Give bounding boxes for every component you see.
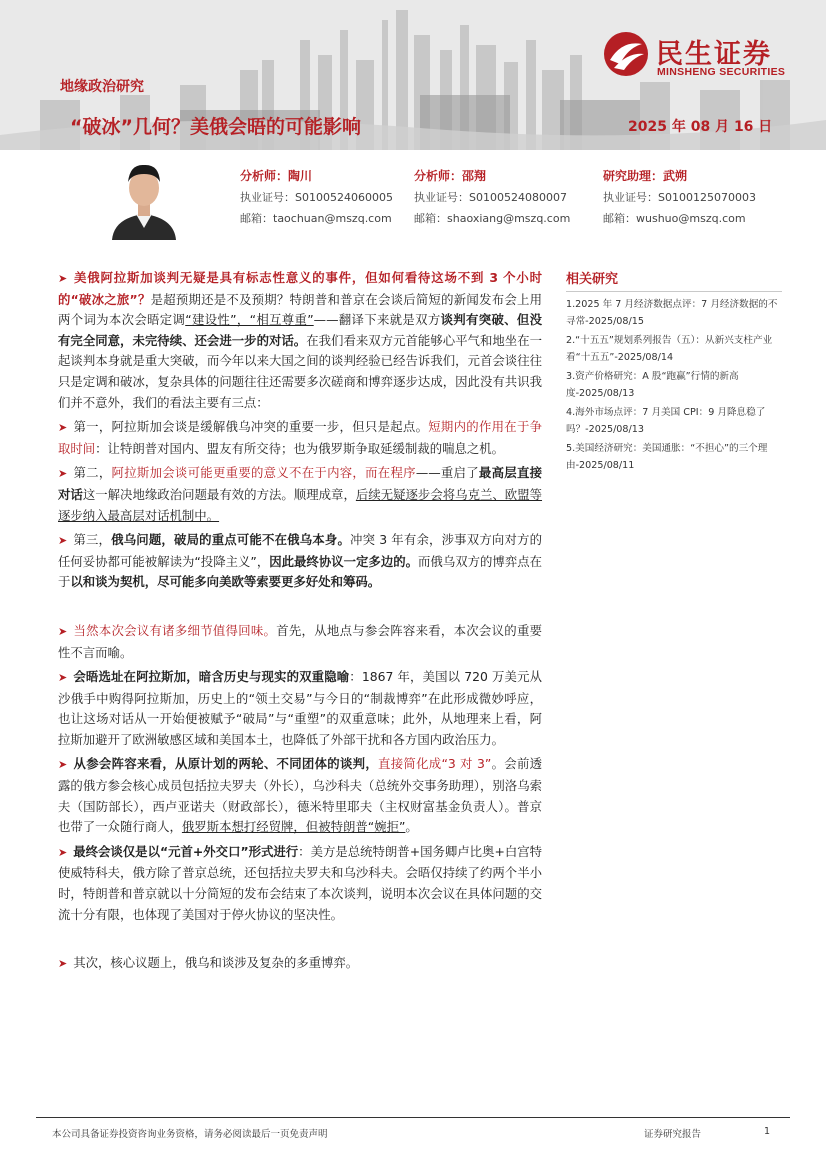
page-number: 1 bbox=[764, 1126, 771, 1137]
report-date: 2025 年 08 月 16 日 bbox=[628, 119, 773, 135]
email-label: 邮箱： bbox=[414, 212, 447, 225]
logo-english-text: MINSHENG SECURITIES bbox=[657, 66, 786, 78]
footer-disclaimer: 本公司具备证券投资咨询业务资格，请务必阅读最后一页免责声明 bbox=[52, 1129, 328, 1140]
cert-label: 执业证号： bbox=[240, 191, 295, 204]
paragraph-details-intro: ➤ 当然本次会议有诸多细节值得回味。首先，从地点与参会阵容来看，本次会议的重要性不言而喻。 bbox=[58, 622, 543, 660]
analyst-email[interactable]: shaoxiang@mszq.com bbox=[447, 212, 571, 225]
analyst-role: 分析师： bbox=[240, 169, 289, 183]
related-research-panel bbox=[566, 268, 782, 476]
email-label: 邮箱： bbox=[240, 212, 273, 225]
report-category: 地缘政治研究 bbox=[60, 79, 144, 95]
cert-label: 执业证号： bbox=[603, 191, 658, 204]
paragraph-point-1: ➤ 第一，阿拉斯加会谈是缓解俄乌冲突的重要一步，但只是起点。短期内的作用在于争取时间：让特朗普对国内、盟友有所交待；也为俄罗斯争取延缓制裁的喘息之机。 bbox=[58, 419, 543, 456]
related-research-item[interactable]: 4.海外市场点评：7 月美国 CPI：9 月降息稳了吗？-2025/08/13 bbox=[566, 407, 766, 435]
analyst-role: 研究助理： bbox=[603, 169, 664, 183]
bullet-arrow-icon: ➤ bbox=[58, 467, 68, 481]
email-label: 邮箱： bbox=[603, 212, 636, 225]
bullet-arrow-icon: ➤ bbox=[58, 758, 68, 772]
footer-divider bbox=[36, 1117, 790, 1118]
paragraph-format: ➤ 最终会谈仅是以“元首+外交口”形式进行：美方是总统特朗普+国务卿卢比奥+白宫特使威特科夫，俄方除了普京总统，还包括拉夫罗夫和乌沙科夫。会晤仅持续了约两个半小时，特朗普和普京就以十分简短的发布会结束了本次谈判，说明本次会议在具体问题的交流十分有限，也体现了美国对于停火协议的坚决性。 bbox=[58, 843, 542, 922]
analyst-block-2 bbox=[414, 166, 570, 229]
footer-report-type: 证券研究报告 bbox=[644, 1129, 702, 1140]
related-research-item[interactable]: 5.美国经济研究：美国通胀：“不担心”的三个理由-2025/08/11 bbox=[566, 443, 768, 471]
cert-number: S0100524080007 bbox=[469, 191, 567, 204]
analyst-name: 武朔 bbox=[663, 169, 688, 183]
analyst-email[interactable]: wushuo@mszq.com bbox=[636, 212, 746, 225]
analyst-name: 陶川 bbox=[288, 169, 313, 183]
paragraph-core-issues: ➤ 其次，核心议题上，俄乌和谈涉及复杂的多重博弈。 bbox=[58, 955, 359, 971]
bullet-arrow-icon: ➤ bbox=[58, 845, 68, 859]
analyst-photo bbox=[104, 152, 184, 240]
header-banner bbox=[0, 0, 826, 150]
analyst-block-3 bbox=[603, 166, 756, 229]
paragraph-summary: ➤ 美俄阿拉斯加谈判无疑是具有标志性意义的事件，但如何看待这场不到 3 个小时的“破冰之旅”？是超预期还是不及预期？特朗普和普京在会谈后简短的新闻发布会上用两个词为本次会晤定调“建设性”，“相互尊重”——翻译下来就是双方谈判有突破、但没有完全同意，未完待续、还会进一步的对话。在我们看来双方元首能够心平气和地坐在一起谈判本身就是重大突破，而今年以来大国之间的谈判经验已经告诉我们，元首会谈往往只是定调和破冰，复杂具体的问题往往还需要多次磋商和博弈逐步达成，因此没有共识我们并不意外，我们的看法主要有三点： bbox=[58, 270, 543, 410]
related-research-title: 相关研究 bbox=[566, 268, 782, 292]
analyst-role: 分析师： bbox=[414, 169, 463, 183]
paragraph-delegation: ➤ 从参会阵容来看，从原计划的两轮、不同团体的谈判，直接简化成“3 对 3”。会前透露的俄方参会核心成员包括拉夫罗夫（外长），乌沙科夫（总统外交事务助理），别洛乌索夫（国防部长），西卢亚诺夫（财政部长），德米特里耶夫（主权财富基金负责人）。普京也带了一众随行商人，俄罗斯本想打经贸牌，但被特朗普“婉拒”。 bbox=[58, 756, 543, 835]
analyst-name: 邵翔 bbox=[462, 169, 487, 183]
bullet-arrow-icon: ➤ bbox=[58, 624, 68, 638]
analyst-block-1 bbox=[240, 166, 393, 229]
analyst-email[interactable]: taochuan@mszq.com bbox=[273, 212, 392, 225]
related-research-item[interactable]: 3.资产价格研究：A 股“跑赢”行情的新高度-2025/08/13 bbox=[566, 371, 739, 399]
bullet-arrow-icon: ➤ bbox=[58, 272, 68, 285]
cert-number: S0100125070003 bbox=[658, 191, 756, 204]
cert-label: 执业证号： bbox=[414, 191, 469, 204]
bullet-arrow-icon: ➤ bbox=[58, 957, 68, 971]
logo-chinese-text: 民生证券 bbox=[656, 39, 772, 70]
minsheng-logo bbox=[602, 30, 802, 80]
paragraph-point-3: ➤ 第三，俄乌问题，破局的重点可能不在俄乌本身。冲突 3 年有余，涉事双方向对方的任何妥协都可能被解读为“投降主义”，因此最终协议一定多边的。而俄乌双方的博弈点在于以和谈为契机，尽可能多向美欧等索要更多好处和筹码。 bbox=[58, 532, 543, 590]
related-research-item[interactable]: 1.2025 年 7 月经济数据点评：7 月经济数据的不寻常-2025/08/15 bbox=[566, 299, 778, 327]
paragraph-point-2: ➤ 第二，阿拉斯加会谈可能更重要的意义不在于内容，而在程序——重启了最高层直接对话这一解决地缘政治问题最有效的方法。顺理成章，后续无疑逐步会将乌克兰、欧盟等逐步纳入最高层对话机制中。 bbox=[58, 465, 543, 523]
paragraph-venue: ➤ 会晤选址在阿拉斯加，暗含历史与现实的双重隐喻：1867 年，美国以 720 万美元从沙俄手中购得阿拉斯加，历史上的“领土交易”与今日的“制裁博弈”在此形成微妙呼应，也让这场对话从一开始便被赋予“破局”与“重塑”的双重意味；此外，从地理来上看，阿拉斯加避开了欧洲敏感区域和美国本土，也降低了外部干扰和各方国内政治压力。 bbox=[58, 669, 543, 747]
report-body bbox=[58, 268, 542, 979]
related-research-item[interactable]: 2.“十五五”规划系列报告（五）：从新兴支柱产业看“十五五”-2025/08/14 bbox=[566, 335, 773, 363]
bullet-arrow-icon: ➤ bbox=[58, 534, 68, 548]
bullet-arrow-icon: ➤ bbox=[58, 671, 68, 685]
bullet-arrow-icon: ➤ bbox=[58, 421, 68, 435]
cert-number: S0100524060005 bbox=[295, 191, 393, 204]
logo-mark-icon bbox=[602, 30, 650, 78]
report-title: “破冰”几何？美俄会晤的可能影响 bbox=[70, 116, 361, 138]
